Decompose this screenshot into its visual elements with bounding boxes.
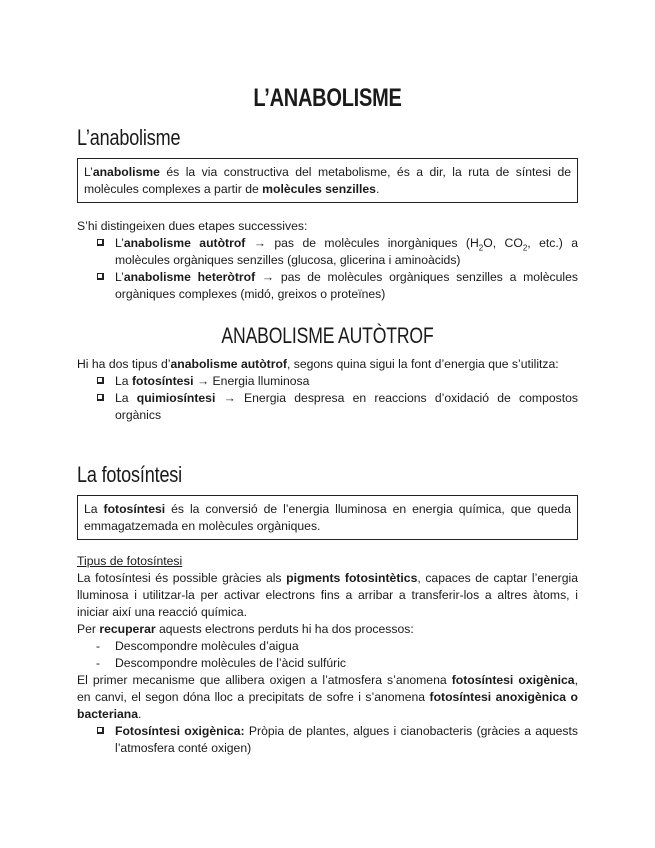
list-item: La fotosíntesi → Energia lluminosa	[115, 373, 578, 390]
autotrof-block	[77, 356, 578, 424]
page-title: L’ANABOLISME	[253, 84, 402, 112]
stages-intro: S’hi distingeixen dues etapes successives:	[77, 219, 308, 233]
section-heading-fotosintesi: La fotosíntesi	[77, 462, 183, 487]
checkbox-bullet-icon	[97, 377, 104, 384]
paragraph-recuperar: Per recuperar aquests electrons perduts hi ha dos processos:	[77, 622, 414, 636]
section-heading-anabolisme-autotrof: ANABOLISME AUTÒTROF	[221, 323, 434, 348]
checkbox-bullet-icon	[97, 239, 104, 246]
fotosintesi-types-list	[77, 723, 578, 757]
list-item: - Descompondre molècules de l’àcid sulfúric	[96, 656, 346, 670]
list-item: La quimiosíntesi → Energia despresa en reaccions d’oxidació de compostos orgànics	[115, 390, 578, 424]
list-item: L’anabolisme heteròtrof → pas de molècules orgàniques senzilles a molècules orgàniques complexes (midó, greixos o proteïnes)	[115, 269, 578, 303]
paragraph-pigments: La fotosíntesi és possible gràcies als pigments fotosintètics, capaces de captar l’energia lluminosa i utilitzar-la per activar electrons fins a arribar a transferir-los a altres àtoms, i iniciar així una reacció química.	[77, 571, 578, 619]
list-item: Fotosíntesi oxigènica: Pròpia de plantes, algues i cianobacteris (gràcies a aquests l’atmosfera conté oxigen)	[115, 723, 578, 757]
section-heading-anabolisme: L’anabolisme	[77, 125, 181, 150]
list-item: - Descompondre molècules d’aigua	[96, 639, 299, 653]
definition-box-fotosintesi: La fotosíntesi és la conversió de l’energia lluminosa en energia química, que queda emmagatzemada en molècules orgàniques.	[77, 495, 578, 540]
stages-list	[77, 235, 578, 303]
fotosintesi-types-block	[77, 553, 578, 757]
definition-box-anabolisme: L’anabolisme és la via constructiva del metabolisme, és a dir, la ruta de síntesi de molècules complexes a partir de molècules senzilles.	[77, 158, 578, 203]
list-item: L’anabolisme autòtrof → pas de molècules inorgàniques ($H_2O$, $CO_2$, etc.) a molècules orgàniques senzilles (glucosa, glicerina i aminoàcids)	[115, 235, 578, 269]
processes-list	[77, 638, 578, 672]
paragraph-mecanismes: El primer mecanisme que allibera oxigen a l’atmosfera s’anomena fotosíntesi oxigènica, en canvi, el segon dóna lloc a precipitats de sofre i s’anomena fotosíntesi anoxigènica o bacteriana.	[77, 673, 578, 721]
autotrof-list	[77, 373, 578, 424]
checkbox-bullet-icon	[97, 727, 104, 734]
autotrof-intro: Hi ha dos tipus d’anabolisme autòtrof, segons quina sigui la font d’energia que s’utilitza:	[77, 357, 559, 371]
checkbox-bullet-icon	[97, 273, 104, 280]
checkbox-bullet-icon	[97, 394, 104, 401]
stages-block	[77, 218, 578, 303]
subheading-tipus: Tipus de fotosíntesi	[77, 554, 183, 568]
